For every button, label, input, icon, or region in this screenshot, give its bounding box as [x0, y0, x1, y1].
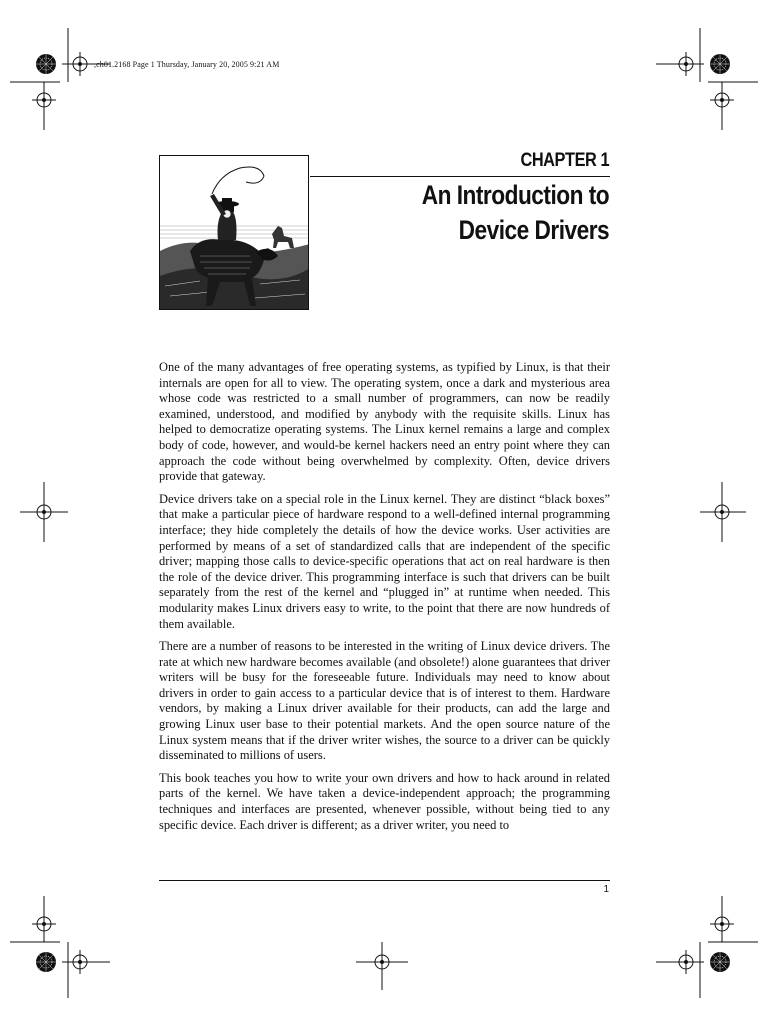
- starburst-mark-icon: [710, 54, 730, 74]
- chapter-title-line: An Introduction to: [421, 180, 609, 210]
- page-number: 1: [603, 884, 609, 895]
- starburst-mark-icon: [36, 952, 56, 972]
- chapter-title: [422, 178, 609, 248]
- cowboy-on-horse-with-whip-icon: [160, 156, 309, 310]
- chapter-illustration: [159, 155, 309, 310]
- starburst-mark-icon: [710, 952, 730, 972]
- paragraph: Device drivers take on a special role in the Linux kernel. They are distinct “black boxes” that make a particular piece of hardware respond to a well-defined internal programming interface; they hide completely the details of how the device works. User activities are performed by means of a set of standardized calls that are independent of the specific driver; mapping those calls to device-specific operations that act on real hardware is then the role of the device driver. This programming interface is such that drivers can be built separately from the rest of the kernel and “plugged in” at runtime when needed. This modularity makes Linux drivers easy to write, to the point that there are now hundreds of them available.: [159, 491, 610, 631]
- paragraph: There are a number of reasons to be interested in the writing of Linux device drivers. The rate at which new hardware becomes available (and obsolete!) alone guarantees that driver writers will be busy for the foreseeable future. Individuals may need to know about drivers in order to gain access to a particular device that is of interest to them. Hardware vendors, by making a Linux driver available for their products, can add the large and growing Linux user base to their potential markets. And the open source nature of the Linux system means that if the driver writer wishes, the source to a driver can be quickly disseminated to millions of users.: [159, 639, 610, 763]
- footer-rule: [159, 880, 610, 881]
- body-text: [159, 360, 610, 840]
- chapter-number: CHAPTER 1: [520, 150, 609, 171]
- starburst-mark-icon: [36, 54, 56, 74]
- chapter-title-line: Device Drivers: [458, 215, 609, 245]
- chapter-rule: [310, 176, 610, 177]
- paragraph: One of the many advantages of free operating systems, as typified by Linux, is that their internals are open for all to view. The operating system, once a dark and mysterious area whose code was restricted to a small number of programmers, can now be readily examined, understood, and modified by anybody with the requisite skills. Linux has helped to democratize operating systems. The Linux kernel remains a large and complex body of code, however, and would-be kernel hackers need an entry point where they can approach the code without being overwhelmed by complexity. Often, device drivers provide that gateway.: [159, 360, 610, 484]
- print-slug: ,ch01.2168 Page 1 Thursday, January 20, 2005 9:21 AM: [94, 60, 280, 69]
- paragraph: This book teaches you how to write your own drivers and how to hack around in related parts of the kernel. We have taken a device-independent approach; the programming techniques and interfaces are presented, whenever possible, without being tied to any specific device. Each driver is different; as a driver writer, you need to: [159, 770, 610, 832]
